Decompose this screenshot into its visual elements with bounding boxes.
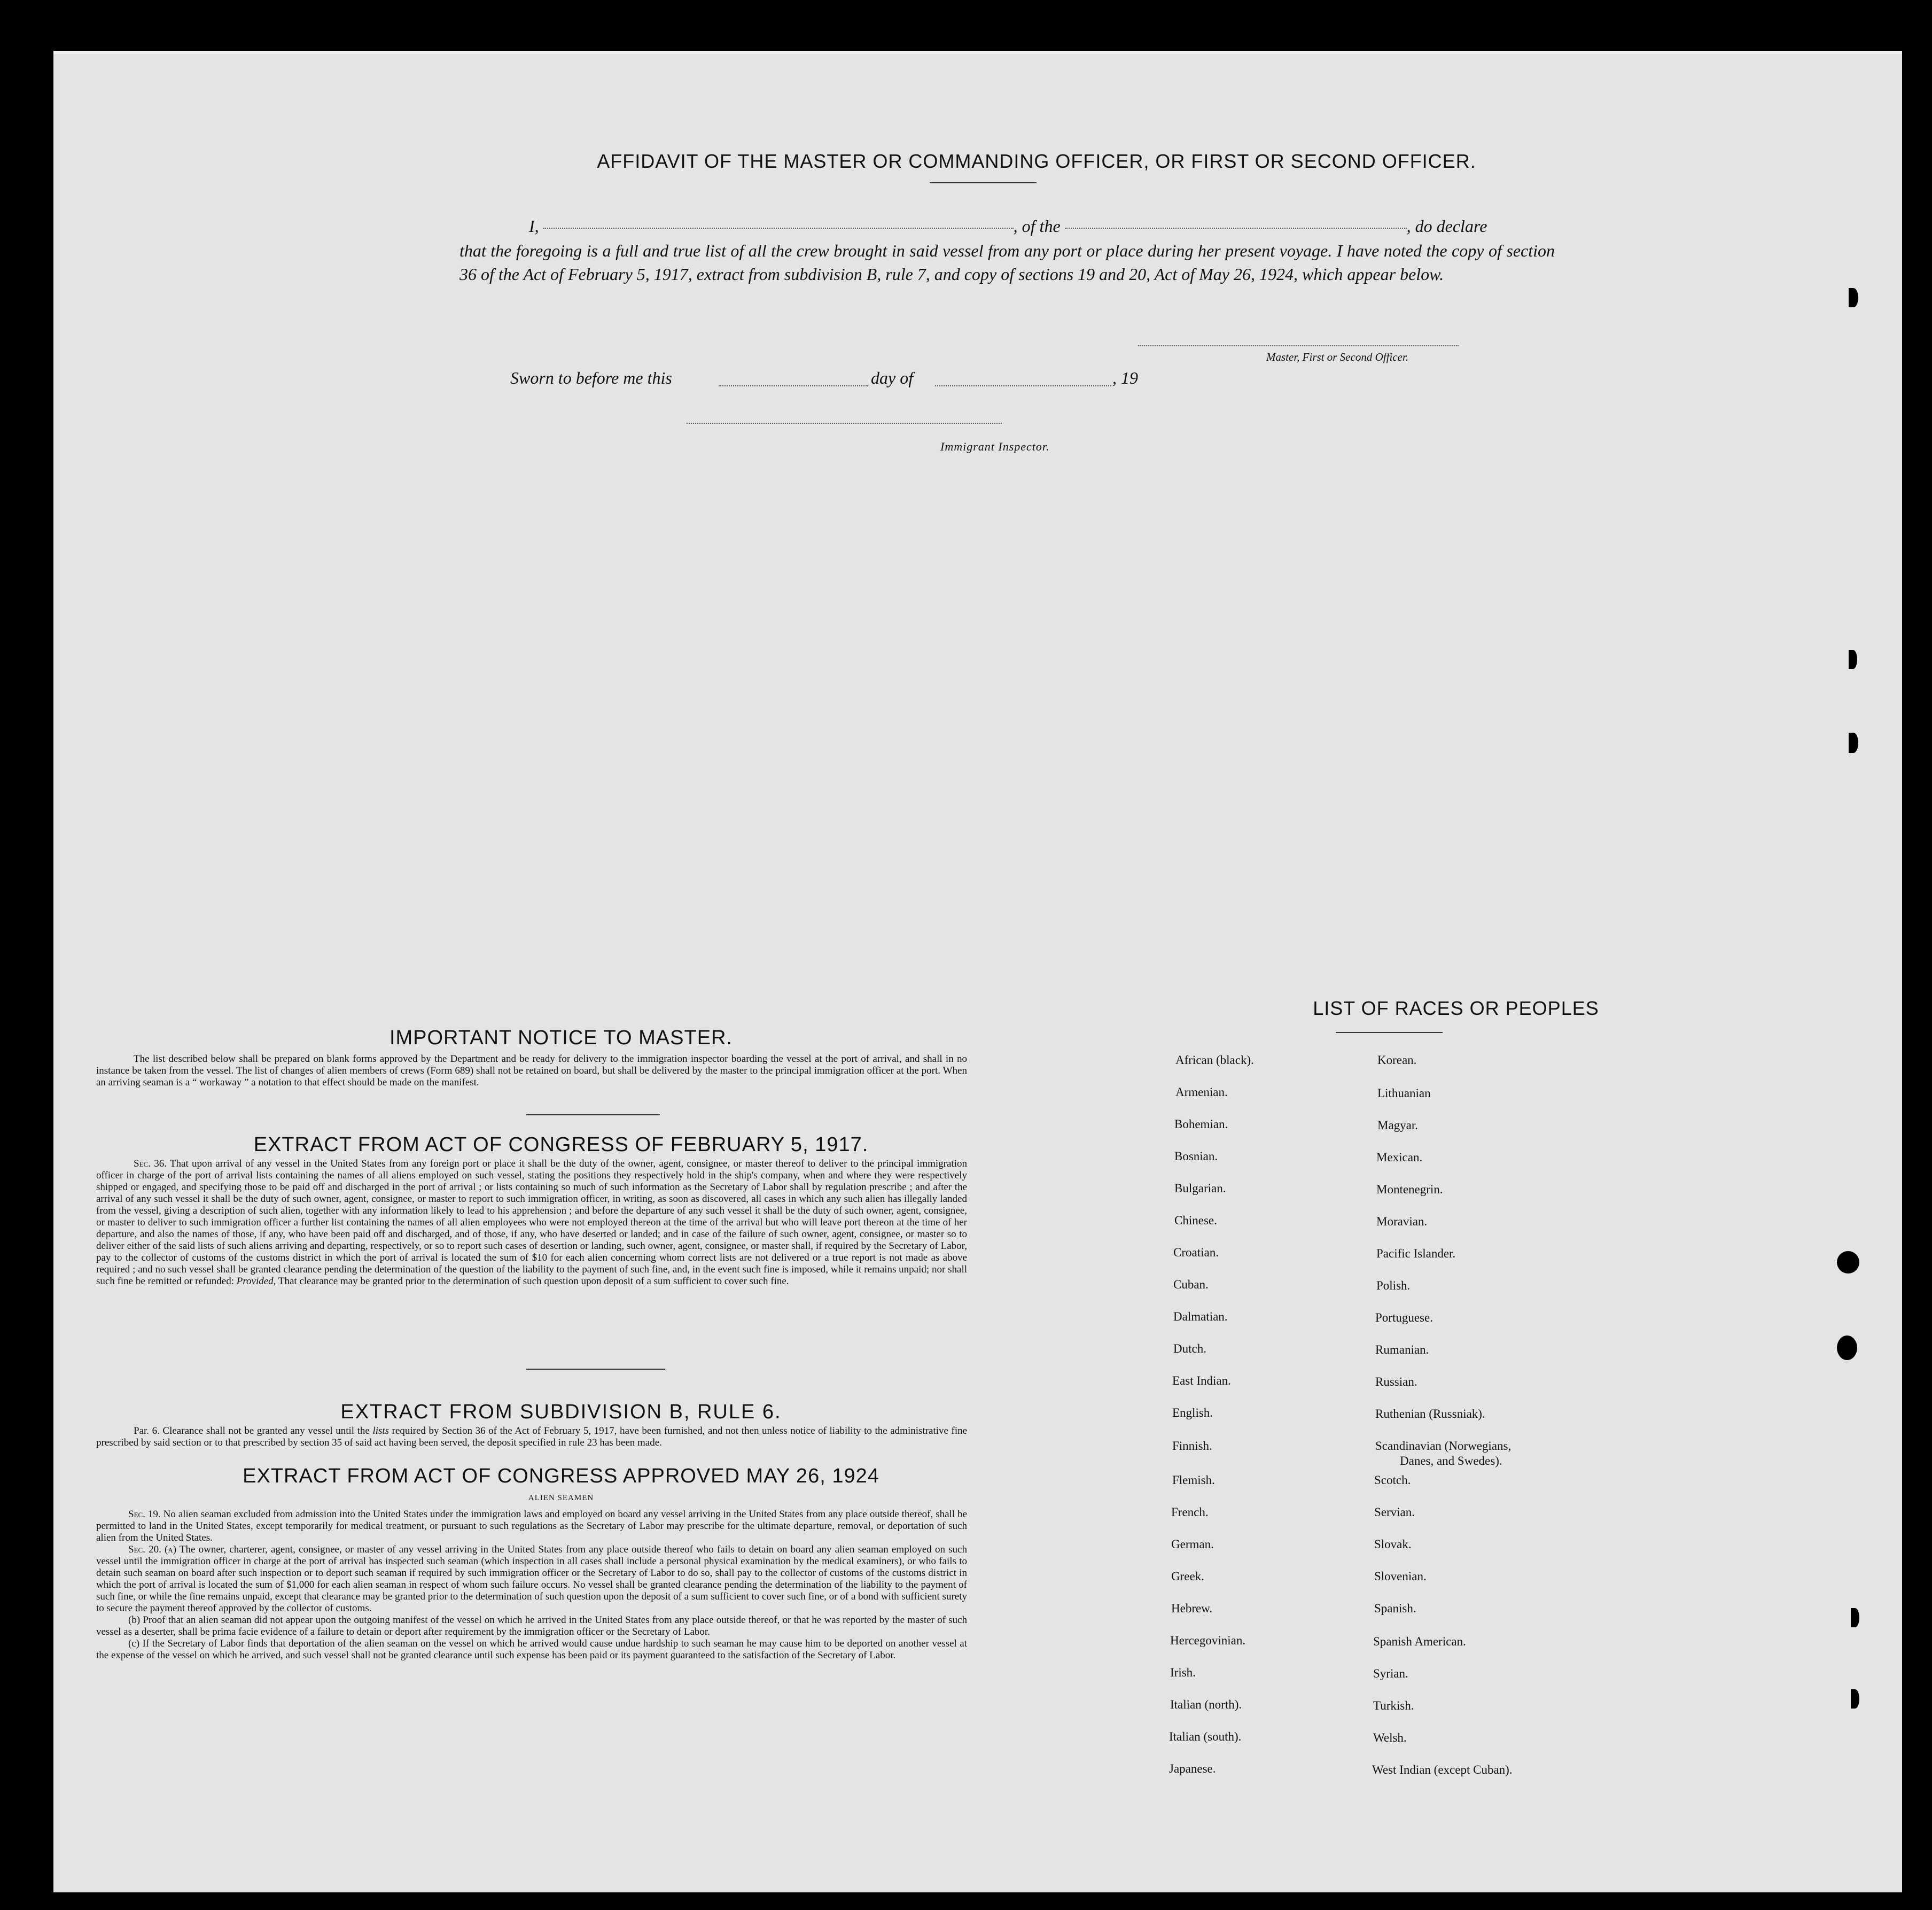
affidavit-title: AFFIDAVIT OF THE MASTER OR COMMANDING OFFICER, OR FIRST OR SECOND OFFICER.: [597, 150, 1476, 172]
race-item: Scotch.: [1374, 1473, 1411, 1487]
race-item: Ruthenian (Russniak).: [1375, 1407, 1485, 1420]
i-label: I,: [529, 216, 539, 236]
punch-hole: [1837, 1336, 1857, 1360]
race-item: Mexican.: [1376, 1151, 1423, 1164]
race-item: Bulgarian.: [1174, 1182, 1226, 1195]
sec-19-label: Sec. 19.: [128, 1509, 161, 1520]
race-item: Croatian.: [1173, 1246, 1219, 1259]
proviso-body: That clearance may be granted prior to the determination of such question upon deposit of a sum sufficient to cover such fine.: [278, 1276, 789, 1287]
race-item: East Indian.: [1172, 1374, 1231, 1387]
race-item: Moravian.: [1376, 1215, 1428, 1228]
punch-hole: [1851, 1689, 1859, 1709]
master-name-field[interactable]: [543, 228, 1014, 229]
races-divider: [1336, 1032, 1443, 1033]
alien-seamen-subtitle: ALIEN SEAMEN: [528, 1494, 594, 1502]
race-item: African (black).: [1175, 1053, 1254, 1067]
act-1917-title: EXTRACT FROM ACT OF CONGRESS OF FEBRUARY 5, 1917.: [253, 1133, 869, 1156]
rule-6-body-b: required by Section 36 of the Act of February 5, 1917, have been furnished, and not then unless notice of liability to the administrative fine prescribed by said section or to that prescribed by section 35 of said act having been served, the deposit specified in rule 23 has been made.: [96, 1425, 968, 1448]
rule-6-body-a: Clearance shall not be granted any vessel until the: [162, 1425, 370, 1437]
lists-word: lists: [372, 1425, 389, 1437]
race-item: West Indian (except Cuban).: [1372, 1763, 1513, 1776]
sec-20c-body: If the Secretary of Labor finds that deportation of the alien seaman on the vessel on which he arrived would cause undue hardship to such seaman he may cause him to be deported on another vessel at the expense of the vessel on which he arrived, and such vessel shall not be granted clearance until such expense has been paid or its payment guaranteed to the satisfaction of the Secretary of Labor.: [96, 1638, 967, 1661]
race-item: Armenian.: [1175, 1085, 1228, 1099]
sec-20-label: Sec. 20. (a): [128, 1544, 177, 1555]
race-item: Finnish.: [1172, 1439, 1212, 1453]
race-item: Korean.: [1377, 1053, 1417, 1067]
declaration-text: that the foregoing is a full and true list of all the crew brought in said vessel from any port or place during her present voyage. I have noted the copy of section 36 of the Act of February 5, 1917, extract from subdivision B, rule 7, and copy of sections 19 and 20, Act of May 26, 1924, which appear below.: [459, 241, 1555, 284]
master-signature-label: Master, First or Second Officer.: [1266, 351, 1408, 363]
race-item: Italian (north).: [1170, 1698, 1242, 1711]
sec-19-body: No alien seaman excluded from admission into the United States under the immigration laws and employed on board any vessel arriving in the United States from any place outside thereof, shall be permitted to land in the United States, except temporarily for medical treatment, or pursuant to such regulations as the Secretary of Labor may prescribe for the ultimate departure, removal, or deportation of such alien from the United States.: [96, 1509, 968, 1543]
sworn-label: Sworn to before me this: [510, 368, 672, 387]
vessel-name-field[interactable]: [1065, 228, 1407, 229]
sec-20c-paragraph: [96, 1638, 967, 1661]
notice-divider: [526, 1114, 660, 1115]
punch-hole: [1837, 1251, 1859, 1274]
act-1924-text: [96, 1509, 967, 1661]
punch-hole: [1849, 733, 1858, 753]
race-item: Danes, and Swedes).: [1400, 1454, 1502, 1468]
race-item: Pacific Islander.: [1376, 1247, 1456, 1260]
notice-text: The list described below shall be prepared on blank forms approved by the Department and be ready for delivery to the immigration inspector boarding the vessel at the port of arrival, and shall in no instance be taken from the vessel. The list of changes of alien members of crews (Form 689) shall not be retained on board, but shall be delivered by the master to the principal immigration officer at the port. When an arriving seaman is a “ workaway ” a notation to that effect should be made on the manifest.: [96, 1053, 967, 1088]
race-item: Polish.: [1376, 1279, 1411, 1292]
proviso-label: Provided,: [236, 1276, 276, 1287]
year-label: , 19: [1112, 368, 1138, 387]
sec-20b-body: Proof that an alien seaman did not appear upon the outgoing manifest of the vessel on which he arrived in the United States from any place outside thereof, or that he was reported by the master of such vessel as a deserter, shall be prima facie evidence of a failure to detain or deport after requirement by the immigration officer or the Secretary of Labor.: [96, 1614, 967, 1637]
par-6-label: Par. 6.: [134, 1425, 160, 1437]
do-declare-label: , do declare: [1406, 216, 1487, 236]
race-item: Greek.: [1171, 1570, 1204, 1583]
sworn-month-field[interactable]: [935, 385, 1111, 386]
sec-20-body: The owner, charterer, agent, consignee, or master of any vessel arriving in the United States from any place outside thereof who fails to detain on board any alien seaman employed on such vessel until the immigration officer in charge at the port of arrival has inspected such seaman (which inspection in all cases shall include a personal physical examination by the medical examiners), or who fails to detain such seaman on board after such inspection or to deport such seaman if required by such immigration officer or the Secretary of Labor to do so, shall pay to the collector of customs of the customs district in which the port of arrival is located the sum of $1,000 for each alien seaman in respect of whom such failure occurs. No vessel shall be granted clearance pending the determination of the liability to the payment of such fine, or while the fine remains unpaid, except that clearance may be granted prior to the determination of such question upon the deposit of a sum sufficient to cover such fine, or of a bond with sufficient surety to secure the payment thereof approved by the collector of customs.: [96, 1544, 967, 1614]
form-sheet: [53, 51, 1902, 1892]
sec-36-body: That upon arrival of any vessel in the United States from any foreign port or place it shall be the duty of the owner, agent, consignee, or master thereof to deliver to the principal immigration officer in charge of the port of arrival lists containing the names of all aliens employed on such vessel, stating the positions they respectively hold in the ship's company, when and where they were respectively shipped or engaged, and specifying those to be paid off and discharged in the port of arrival ; or lists containing so much of such information as the Secretary of Labor shall by regulation prescribe ; and after the arrival of any such vessel it shall be the duty of such owner, agent, consignee, or master to report to such immigration officer, in writing, as soon as discovered, all cases in which any such alien has illegally landed from the vessel, giving a description of such alien, together with any information likely to lead to his apprehension ; and before the departure of any such vessel it shall be the duty of such owner, agent, consignee, or master to deliver to such immigration officer a further list containing the names of all alien employees who were not employed thereon at the time of the arrival but who will leave port thereon at the time of her departure, and also the names of those, if any, who have been paid off and discharged, and of those, if any, who have deserted or landed; and in case of the failure of such owner, agent, consignee, or master so to deliver either of the said lists of such aliens arriving and departing, respectively, or so to report such cases of desertion or landing, such owner, agent, consignee, or master shall, if required by the Secretary of Labor, pay to the collector of customs of the customs district in which the port of arrival is located the sum of $10 for each alien concerning whom correct lists are not delivered or a true report is not made as above required ; and no such vessel shall be granted clearance pending the determination of the question of the liability to the payment of such fine, and, in the event such fine is imposed, while it remains unpaid; nor shall such fine be remitted or refunded:: [96, 1158, 967, 1287]
race-item: Japanese.: [1169, 1762, 1216, 1775]
race-item: Flemish.: [1172, 1473, 1215, 1487]
of-the-label: , of the: [1013, 216, 1061, 236]
punch-hole: [1849, 288, 1858, 307]
race-item: Slovenian.: [1374, 1570, 1427, 1583]
race-item: Spanish.: [1374, 1602, 1416, 1615]
race-item: Bohemian.: [1174, 1117, 1228, 1131]
act-1917-divider: [526, 1369, 665, 1370]
race-item: Cuban.: [1173, 1278, 1209, 1291]
race-item: Portuguese.: [1375, 1311, 1433, 1324]
rule-6-title: EXTRACT FROM SUBDIVISION B, RULE 6.: [340, 1401, 782, 1423]
act-1917-text: [96, 1158, 967, 1287]
punch-hole: [1851, 1608, 1859, 1627]
race-item: Spanish American.: [1373, 1635, 1466, 1648]
races-title: LIST OF RACES OR PEOPLES: [1313, 997, 1599, 1019]
race-item: Lithuanian: [1377, 1086, 1431, 1100]
master-signature-field[interactable]: [1138, 345, 1459, 346]
race-item: English.: [1172, 1406, 1213, 1419]
race-item: Russian.: [1375, 1375, 1417, 1388]
race-item: Turkish.: [1373, 1699, 1414, 1712]
sec-20c-label: (c): [128, 1638, 140, 1649]
race-item: Scandinavian (Norwegians,: [1375, 1439, 1512, 1453]
race-item: Dalmatian.: [1173, 1310, 1228, 1323]
punch-hole: [1849, 650, 1857, 669]
sec-36-label: Sec. 36.: [134, 1158, 167, 1169]
race-item: Montenegrin.: [1376, 1183, 1443, 1196]
rule-6-text: [96, 1425, 967, 1449]
sec-19-paragraph: [96, 1509, 967, 1544]
sec-20b-label: (b): [128, 1614, 141, 1626]
title-divider: [930, 182, 1037, 183]
day-of-label: day of: [871, 368, 914, 387]
race-item: Irish.: [1170, 1666, 1196, 1679]
race-item: Hercegovinian.: [1170, 1634, 1246, 1647]
notice-title: IMPORTANT NOTICE TO MASTER.: [389, 1027, 733, 1049]
race-item: Hebrew.: [1171, 1602, 1213, 1615]
act-1924-title: EXTRACT FROM ACT OF CONGRESS APPROVED MAY 26, 1924: [243, 1465, 879, 1487]
declaration-first-line: [529, 214, 1555, 238]
inspector-label: Immigrant Inspector.: [940, 440, 1050, 453]
race-item: French.: [1171, 1505, 1209, 1519]
race-item: Magyar.: [1377, 1119, 1419, 1132]
race-item: Italian (south).: [1169, 1730, 1242, 1743]
race-item: Dutch.: [1173, 1342, 1206, 1355]
race-item: German.: [1171, 1538, 1214, 1551]
sec-20b-paragraph: [96, 1614, 967, 1638]
race-item: Servian.: [1374, 1505, 1415, 1519]
race-item: Syrian.: [1373, 1667, 1408, 1680]
race-item: Chinese.: [1174, 1214, 1217, 1227]
inspector-signature-field[interactable]: [687, 423, 1002, 424]
sec-20a-paragraph: [96, 1544, 967, 1614]
race-item: Bosnian.: [1174, 1150, 1218, 1163]
race-item: Rumanian.: [1375, 1343, 1429, 1356]
sworn-day-field[interactable]: [719, 385, 868, 386]
race-item: Welsh.: [1373, 1731, 1407, 1744]
race-item: Slovak.: [1374, 1538, 1412, 1551]
